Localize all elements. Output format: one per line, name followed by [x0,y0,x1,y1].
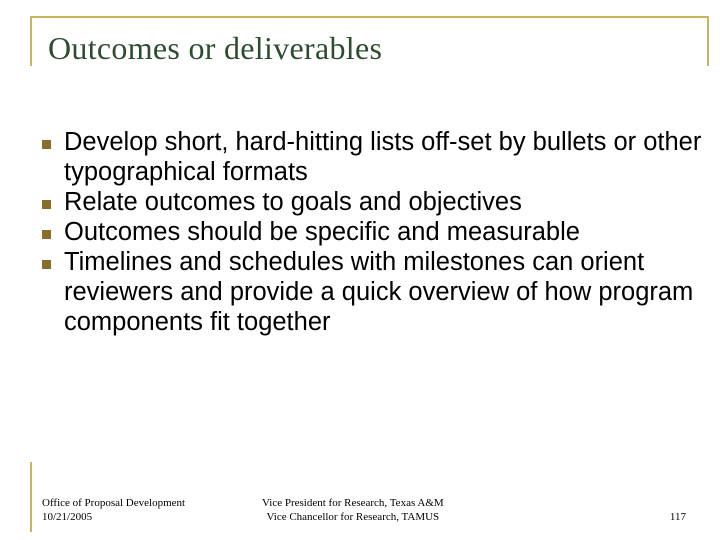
bullet-text: Timelines and schedules with milestones can orient reviewers and provide a quick overview of how program components fit together [64,248,694,336]
footer-left-rule [30,462,32,532]
title-frame-left-rule [30,16,32,66]
page-number: 117 [669,511,686,523]
footer-affiliation-line1: Vice President for Research, Texas A&M [262,497,444,509]
bullet-text: Develop short, hard-hitting lists off-set by bullets or other typographical formats [64,128,702,186]
bullet-list [38,127,708,337]
slide-title: Outcomes or deliverables [48,30,383,66]
bullet-item [38,127,708,187]
square-bullet-icon [42,200,51,209]
square-bullet-icon [42,230,51,239]
title-frame-right-rule [707,16,709,66]
bullet-item [38,217,708,247]
footer-affiliation-line2: Vice Chancellor for Research, TAMUS [266,511,440,523]
footer-affiliation [262,496,444,524]
footer-office [42,496,185,524]
bullet-item [38,247,708,337]
square-bullet-icon [42,140,51,149]
bullet-item [38,187,708,217]
bullet-text: Relate outcomes to goals and objectives [64,188,522,216]
footer-date: 10/21/2005 [42,511,93,523]
title-frame-top-rule [30,16,709,18]
bullet-text: Outcomes should be specific and measurable [64,218,580,246]
square-bullet-icon [42,260,51,269]
footer-office-name: Office of Proposal Development [42,497,186,509]
